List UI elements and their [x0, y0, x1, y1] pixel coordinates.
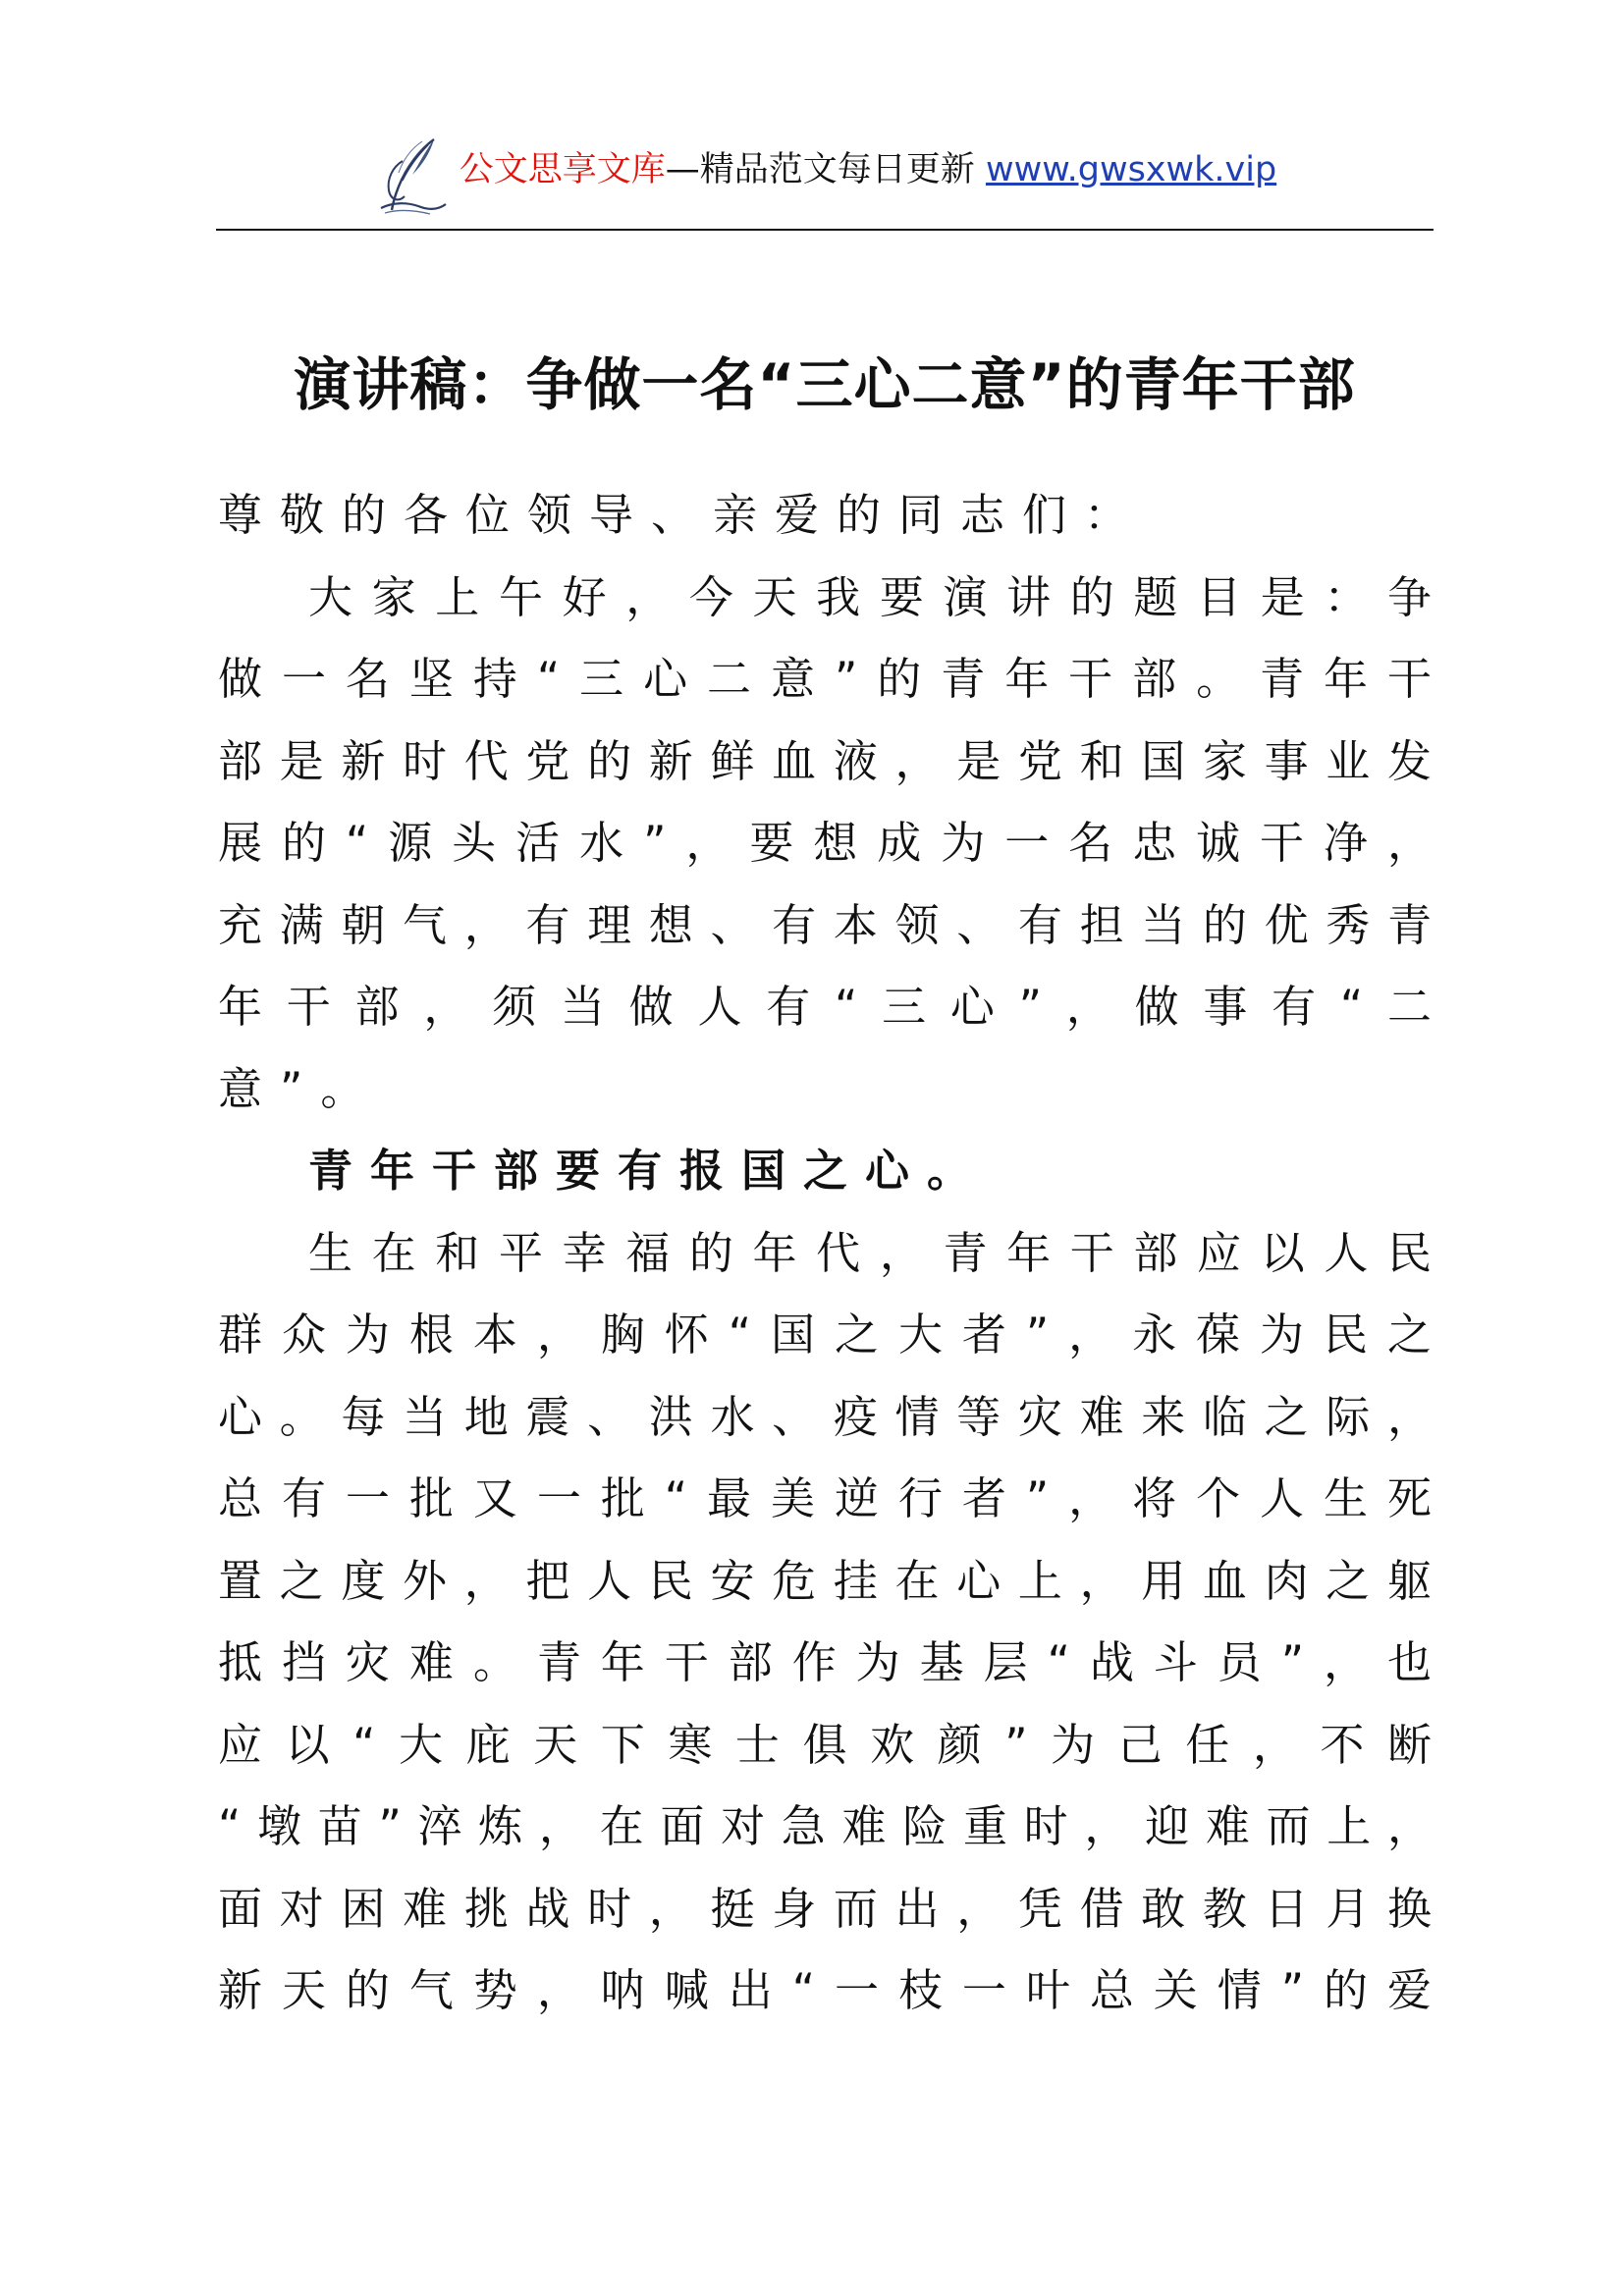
text-line: 面对困难挑战时，挺身而出，凭借敢教日月换 — [218, 1882, 1432, 1935]
text-line: 做一名坚持“三心二意”的青年干部。青年干 — [218, 653, 1432, 705]
text-line: 新天的气势，呐喊出“一枝一叶总关情”的爱 — [218, 1964, 1432, 2016]
document-body — [218, 474, 1432, 2032]
header-tagline: —精品范文每日更新 — [665, 150, 986, 189]
text-line: 展的“源头活水”，要想成为一名忠诚干净， — [218, 817, 1432, 869]
text-line: 群众为根本，胸怀“国之大者”，永葆为民之 — [218, 1308, 1432, 1361]
text-line: 意”。 — [218, 1062, 383, 1115]
quill-pen-logo-icon — [373, 135, 450, 216]
brand-name: 公文思享文库 — [459, 150, 666, 189]
text-line: 总有一批又一批“最美逆行者”，将个人生死 — [218, 1472, 1432, 1524]
text-line: 年干部，须当做人有“三心”，做事有“二 — [218, 981, 1432, 1033]
salutation-line: 尊敬的各位领导、亲爱的同志们： — [218, 489, 1147, 541]
text-line: “墩苗”淬炼，在面对急难险重时，迎难而上， — [218, 1800, 1432, 1852]
site-url-link[interactable]: www.gwsxwk.vip — [985, 150, 1277, 189]
text-line: 心。每当地震、洪水、疫情等灾难来临之际， — [218, 1390, 1432, 1443]
header-banner-text — [460, 147, 1276, 216]
document-title: 演讲稿：争做一名“三心二意”的青年干部 — [294, 351, 1356, 418]
text-line: 大家上午好，今天我要演讲的题目是：争 — [308, 570, 1432, 623]
section-heading: 青年干部要有报国之心。 — [308, 1145, 990, 1197]
text-line: 应以“大庇天下寒士俱欢颜”为己任，不断 — [218, 1718, 1432, 1771]
header-divider — [216, 229, 1434, 231]
text-line: 置之度外，把人民安危挂在心上，用血肉之躯 — [218, 1554, 1432, 1607]
text-line: 充满朝气，有理想、有本领、有担当的优秀青 — [218, 898, 1432, 951]
text-line: 抵挡灾难。青年干部作为基层“战斗员”，也 — [218, 1636, 1432, 1688]
page-header — [216, 108, 1434, 216]
text-line: 生在和平幸福的年代，青年干部应以人民 — [308, 1226, 1432, 1279]
text-line: 部是新时代党的新鲜血液，是党和国家事业发 — [218, 734, 1432, 787]
